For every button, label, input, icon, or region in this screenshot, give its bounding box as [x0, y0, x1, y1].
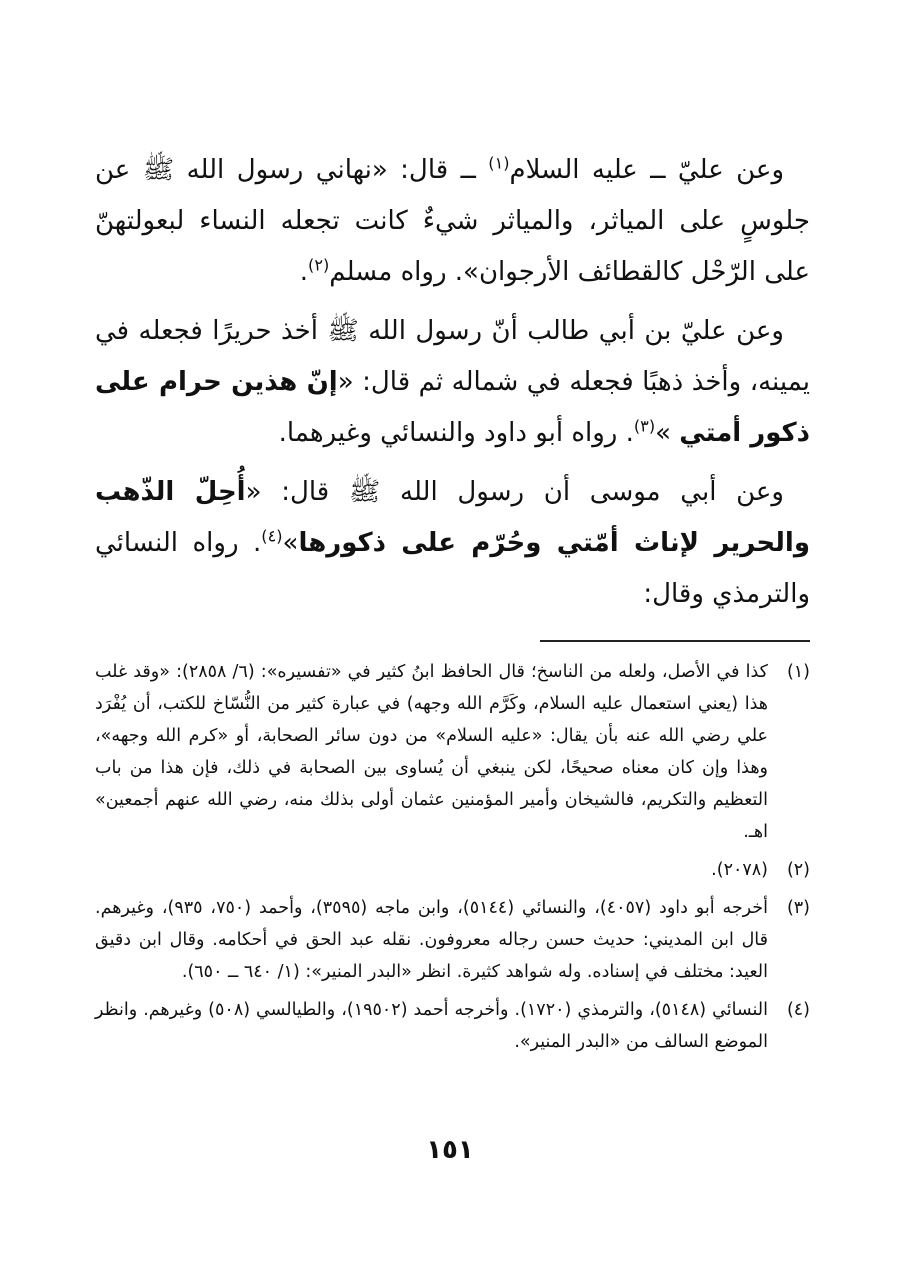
footnote-ref-4: (٤) [261, 526, 283, 546]
footnote-text: النسائي (٥١٤٨)، والترمذي (١٧٢٠). وأخرجه أحمد (١٩٥٠٢)، والطيالسي (٥٠٨) وغيرهم. وانظر الموضع السالف من «البدر المنير». [95, 1000, 768, 1052]
document-page [95, 145, 810, 1185]
footnote-1 [95, 656, 810, 848]
paragraph-2-text-a: وعن عليّ بن أبي طالب أنّ رسول الله ﷺ أخذ حريرًا فجعله في يمينه، وأخذ ذهبًا فجعله في شماله ثم قال: « [95, 316, 810, 397]
footnote-separator [540, 640, 810, 642]
footnote-2 [95, 854, 810, 886]
paragraph-3-text-a: وعن أبي موسى أن رسول الله ﷺ قال: « [245, 477, 784, 507]
paragraph-3-text-c: . رواه النسائي والترمذي وقال: [95, 528, 810, 609]
footnote-number: (٢) [786, 860, 810, 880]
paragraph-2-text-b: » [655, 418, 680, 448]
paragraph-1-text-c: . [299, 257, 309, 287]
main-text [95, 145, 810, 620]
footnotes [95, 656, 810, 1058]
paragraph-3 [95, 467, 810, 620]
paragraph-3-hadith: أُحِلّ الذّهب والحرير لإناث أمّتي وحُرّم على ذكورها [95, 477, 810, 558]
footnote-number: (١) [786, 662, 810, 682]
footnote-number: (٤) [786, 1000, 810, 1020]
paragraph-3-text-b: » [282, 528, 299, 558]
page-number: ١٥١ [426, 1135, 474, 1165]
paragraph-1 [95, 145, 810, 298]
footnote-text: (٢٠٧٨). [711, 860, 768, 880]
footnote-ref-1: (١) [488, 153, 510, 173]
footnote-3 [95, 892, 810, 988]
footnote-text: كذا في الأصل، ولعله من الناسخ؛ قال الحافظ ابنُ كثير في «تفسيره»: (٦/ ٢٨٥٨): «وقد غلب هذا (يعني استعمال عليه السلام، وكَرَّم الله وجهه) في عبارة كثير من النُّسّاخ للكتب، أن يُفْرَد علي رضي الله عنه بأن يقال: «عليه السلام» من دون سائر الصحابة، أو «كرم الله وجهه»، وهذا وإن كان معناه صحيحًا، لكن ينبغي أن يُساوى بين الصحابة في ذلك، فإن هذا من باب التعظيم والتكريم، فالشيخان وأمير المؤمنين عثمان أولى بذلك منه، رضي الله عنهم أجمعين» اهـ. [95, 662, 769, 842]
paragraph-2-hadith: إنّ هذين حرام على ذكور أمتي [95, 367, 810, 448]
footnote-number: (٣) [786, 898, 810, 918]
paragraph-1-text-b: ــ قال: «نهاني رسول الله ﷺ عن جلوسٍ على المياثر، والمياثر شيءٌ كانت تجعله النساء لبعولتهنّ على الرّحْل كالقطائف الأرجوان». رواه مسلم [95, 155, 810, 287]
footnote-ref-2: (٢) [308, 255, 330, 275]
paragraph-2 [95, 306, 810, 459]
paragraph-2-text-c: . رواه أبو داود والنسائي وغيرهما. [278, 418, 634, 448]
paragraph-1-text-a: وعن عليّ ــ عليه السلام [509, 155, 784, 185]
footnote-4 [95, 994, 810, 1058]
footnote-ref-3: (٣) [633, 416, 656, 436]
footnote-text: أخرجه أبو داود (٤٠٥٧)، والنسائي (٥١٤٤)، وابن ماجه (٣٥٩٥)، وأحمد (٧٥٠، ٩٣٥)، وغيرهم. قال ابن المديني: حديث حسن رجاله معروفون. نقله عبد الحق في أحكامه. وقال ابن دقيق العيد: مختلف في إسناده. وله شواهد كثيرة. انظر «البدر المنير»: (١/ ٦٤٠ ــ ٦٥٠). [95, 898, 768, 982]
